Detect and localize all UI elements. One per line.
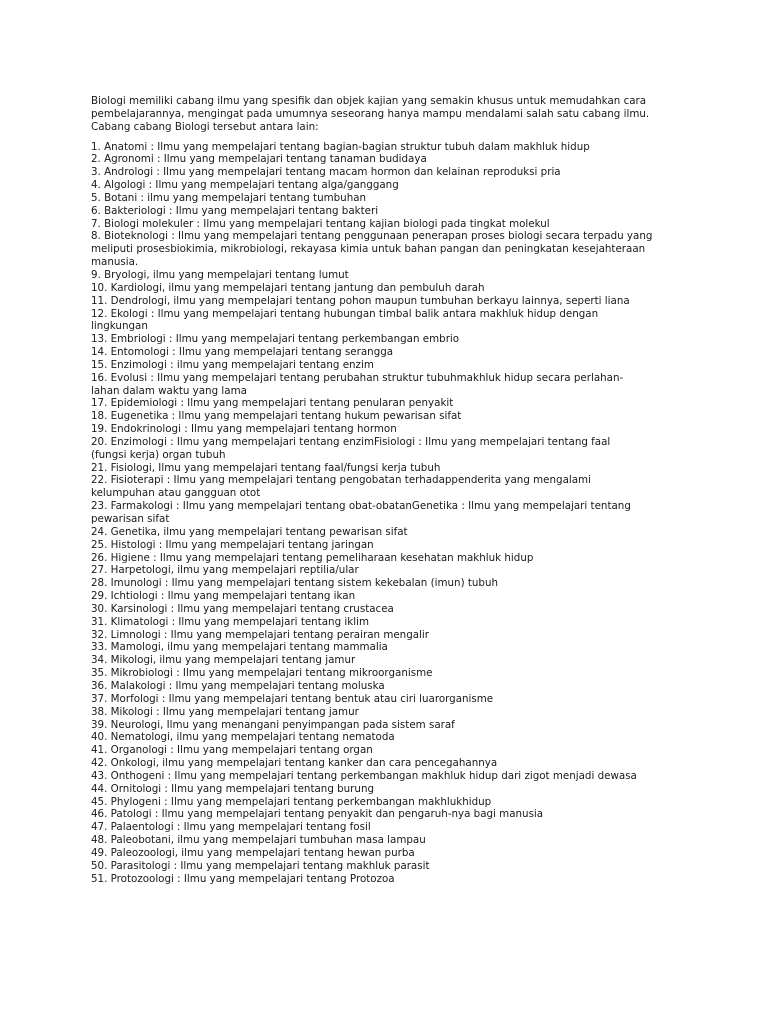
list-item: 1. Anatomi : Ilmu yang mempelajari tentang bagian-bagian struktur tubuh dalam makhluk hidup [91,140,590,153]
list-item: 23. Farmakologi : Ilmu yang mempelajari tentang obat-obatanGenetika : Ilmu yang mempelajari tentang pewarisan sifat [91,500,631,525]
list-item: 25. Histologi : Ilmu yang mempelajari tentang jaringan [91,538,374,551]
list-item: 30. Karsinologi : Ilmu yang mempelajari tentang crustacea [91,602,394,615]
list-item: 47. Palaentologi : Ilmu yang mempelajari tentang fosil [91,821,371,834]
intro-paragraph: Biologi memiliki cabang ilmu yang spesifik dan objek kajian yang semakin khusus untuk memudahkan cara pembelajarannya, mengingat pada umumnya seseorang hanya mampu mendalami salah satu cabang ilmu. Cabang cabang Biologi tersebut antara lain: [91,95,650,133]
list-item: 49. Paleozoologi, ilmu yang mempelajari tentang hewan purba [91,846,415,859]
list-item: 40. Nematologi, ilmu yang mempelajari tentang nematoda [91,731,395,744]
list-item: 6. Bakteriologi : Ilmu yang mempelajari tentang bakteri [91,204,379,217]
list-item: 12. Ekologi : Ilmu yang mempelajari tentang hubungan timbal balik antara makhluk hidup dengan lingkungan [91,307,599,333]
list-item: 37. Morfologi : Ilmu yang mempelajari tentang bentuk atau ciri luarorganisme [91,692,494,705]
list-item: 42. Onkologi, ilmu yang mempelajari tentang kanker dan cara pencegahannya [91,757,498,770]
list-item: 44. Ornitologi : Ilmu yang mempelajari tentang burung [91,782,375,795]
list-item: 35. Mikrobiologi : Ilmu yang mempelajari tentang mikroorganisme [91,667,433,680]
list-item: 24. Genetika, ilmu yang mempelajari tentang pewarisan sifat [91,525,408,538]
list-item: 34. Mikologi, ilmu yang mempelajari tentang jamur [91,654,356,667]
list-item: 5. Botani : ilmu yang mempelajari tentang tumbuhan [91,191,367,204]
list-item: 50. Parasitologi : Ilmu yang mempelajari tentang makhluk parasit [91,859,430,872]
list-item: 9. Bryologi, ilmu yang mempelajari tentang lumut [91,268,349,281]
list-item: 45. Phylogeni : Ilmu yang mempelajari tentang perkembangan makhlukhidup [91,795,492,808]
list-item: 18. Eugenetika : Ilmu yang mempelajari tentang hukum pewarisan sifat [91,410,462,423]
list-item: 14. Entomologi : Ilmu yang mempelajari tentang serangga [91,346,394,359]
list-item: 31. Klimatologi : Ilmu yang mempelajari tentang iklim [91,615,369,628]
list-item: 26. Higiene : Ilmu yang mempelajari tentang pemeliharaan kesehatan makhluk hidup [91,551,534,564]
list-item: 48. Paleobotani, ilmu yang mempelajari tumbuhan masa lampau [91,834,426,847]
list-item: 39. Neurologi, Ilmu yang menangani penyimpangan pada sistem saraf [91,718,455,731]
list-item: 16. Evolusi : Ilmu yang mempelajari tentang perubahan struktur tubuhmakhluk hidup secara perlahan- lahan dalam waktu yang lama [91,371,624,397]
list-item: 29. Ichtiologi : Ilmu yang mempelajari tentang ikan [91,590,356,603]
list-item: 15. Enzimologi : ilmu yang mempelajari tentang enzim [91,358,374,371]
list-item: 20. Enzimologi : Ilmu yang mempelajari tentang enzimFisiologi : Ilmu yang mempelajari tentang faal (fungsi kerja) organ tubuh [91,435,611,461]
list-item: 51. Protozoologi : Ilmu yang mempelajari tentang Protozoa [91,872,395,885]
list-item: 8. Bioteknologi : Ilmu yang mempelajari tentang penggunaan penerapan proses biologi secara terpadu yang meliputi prosesbiokimia, mikrobiologi, rekayasa kimia untuk bahan pangan dan peningkatan kesejahteraan manusia. [91,230,653,269]
list-item: 43. Onthogeni : Ilmu yang mempelajari tentang perkembangan makhluk hidup dari zigot menjadi dewasa [91,769,637,782]
list-item: 3. Andrologi : Ilmu yang mempelajari tentang macam hormon dan kelainan reproduksi pria [91,166,561,179]
list-item: 38. Mikologi : Ilmu yang mempelajari tentang jamur [91,705,359,718]
document-body [91,95,691,885]
list-item: 32. Limnologi : Ilmu yang mempelajari tentang perairan mengalir [91,628,430,641]
list-item: 22. Fisioterapi : Ilmu yang mempelajari tentang pengobatan terhadappenderita yang mengalami kelumpuhan atau gangguan otot [91,474,591,500]
list-item: 10. Kardiologi, ilmu yang mempelajari tentang jantung dan pembuluh darah [91,281,485,294]
list-item: 4. Algologi : Ilmu yang mempelajari tentang alga/ganggang [91,179,399,192]
biology-branch-list [91,141,691,886]
list-item: 7. Biologi molekuler : Ilmu yang mempelajari tentang kajian biologi pada tingkat molekul [91,217,550,230]
list-item: 2. Agronomi : Ilmu yang mempelajari tentang tanaman budidaya [91,153,427,166]
list-item: 33. Mamologi, ilmu yang mempelajari tentang mammalia [91,641,388,654]
list-item: 36. Malakologi : Ilmu yang mempelajari tentang moluska [91,679,385,692]
list-item: 21. Fisiologi, Ilmu yang mempelajari tentang faal/fungsi kerja tubuh [91,461,441,474]
list-item: 17. Epidemiologi : Ilmu yang mempelajari tentang penularan penyakit [91,397,454,410]
list-item: 28. Imunologi : Ilmu yang mempelajari tentang sistem kekebalan (imun) tubuh [91,577,499,590]
list-item: 13. Embriologi : Ilmu yang mempelajari tentang perkembangan embrio [91,333,460,346]
list-item: 46. Patologi : Ilmu yang mempelajari tentang penyakit dan pengaruh-nya bagi manusia [91,808,544,821]
list-item: 41. Organologi : Ilmu yang mempelajari tentang organ [91,744,373,757]
list-item: 19. Endokrinologi : Ilmu yang mempelajari tentang hormon [91,423,397,436]
list-item: 27. Harpetologi, ilmu yang mempelajari reptilia/ular [91,564,359,577]
list-item: 11. Dendrologi, ilmu yang mempelajari tentang pohon maupun tumbuhan berkayu lainnya, seperti liana [91,294,630,307]
